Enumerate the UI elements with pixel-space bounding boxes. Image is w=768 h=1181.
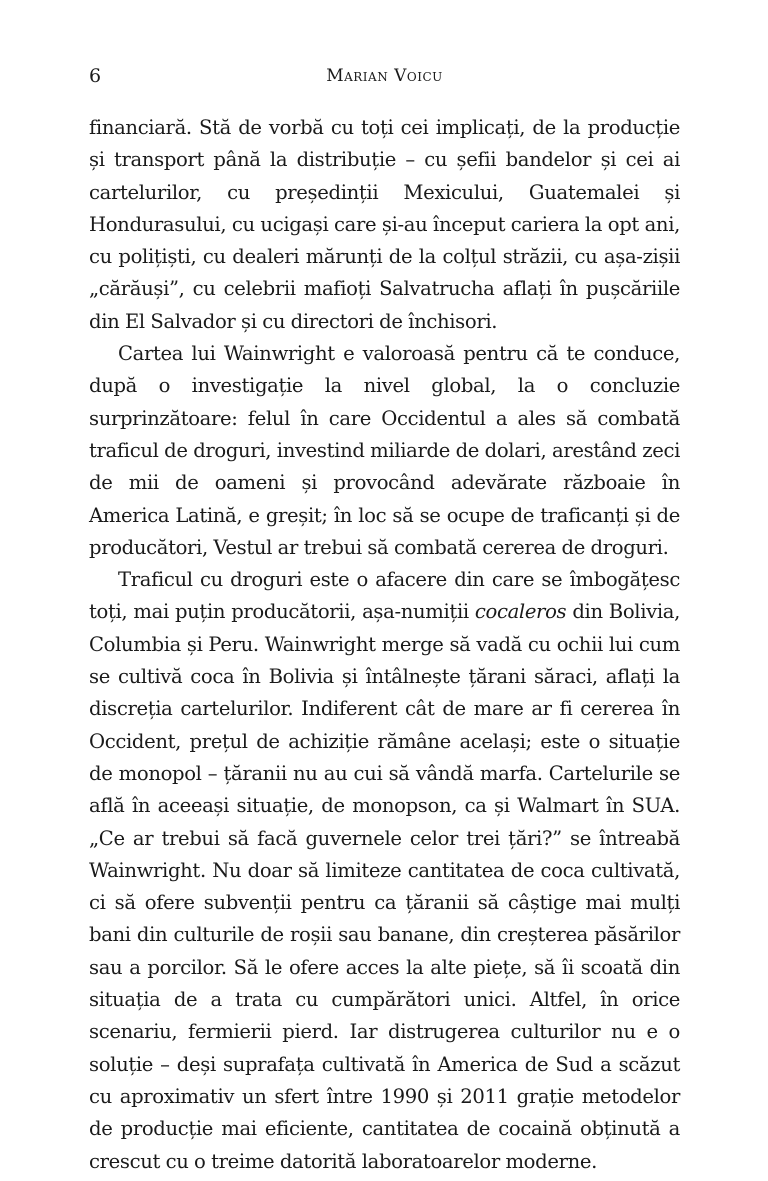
paragraph-3-text-before: Traficul cu droguri este o afacere din care se îmbogățesc toți, mai puțin producătorii, așa-numiții [89, 568, 680, 624]
paragraph-3-text-after: din Bolivia, Columbia și Peru. Wainwright merge să vadă cu ochii lui cum se cultivă coca în Bolivia și întâlnește țărani săraci, aflați la discreția cartelurilor. Indiferent cât de mare ar fi cererea în Occident, prețul de achiziție rămâne același; este o situație de monopol – țăranii nu au cui să vândă marfa. Cartelurile se află în aceeași situație, de monopson, ca și Walmart în SUA. „Ce ar trebui să facă guvernele celor trei țări?” se întreabă Wainwright. Nu doar să limiteze cantitatea de coca cultivată, ci să ofere subvenții pentru ca țăranii să câștige mai mulți bani din culturile de roșii sau banane, din creșterea păsărilor sau a porcilor. Să le ofere acces la alte piețe, să îi scoată din situația de a trata cu cumpărători unici. Altfel, în orice scenariu, fermierii pierd. Iar distrugerea culturilor nu e o soluție – deși suprafața cultivată în America de Sud a scăzut cu aproximativ un sfert între 1990 și 2011 grație metodelor de producție mai eficiente, cantitatea de cocaină obținută a crescut cu o treime datorită laboratoarelor moderne. [89, 600, 680, 1173]
paragraph-3-italic-term: cocaleros [474, 600, 567, 624]
body-text [89, 112, 680, 1178]
page-header [89, 63, 680, 89]
paragraph-2: Cartea lui Wainwright e valoroasă pentru că te conduce, după o investigație la nivel global, la o concluzie surprinzătoare: felul în care Occidentul a ales să combată traficul de droguri, investind miliarde de dolari, arestând zeci de mii de oameni și provocând adevărate războaie în America Latină, e greșit; în loc să se ocupe de traficanți și de producători, Vestul ar trebui să combată cererea de droguri. [89, 342, 680, 559]
running-head-author: Marian Voicu [326, 66, 443, 86]
paragraph-1: financiară. Stă de vorbă cu toți cei implicați, de la producție și transport până la distribuție – cu șefii bandelor și cei ai cartelurilor, cu președinții Mexicului, Guatemalei și Hondurasului, cu ucigași care și-au început cariera la opt ani, cu polițiști, cu dealeri mărunți de la colțul străzii, cu așa-zișii „cărăuși”, cu celebrii mafioți Salvatrucha aflați în pușcăriile din El Salvador și cu directori de închisori. [89, 116, 680, 333]
paragraph-3 [89, 564, 680, 1178]
page-number: 6 [89, 65, 102, 87]
